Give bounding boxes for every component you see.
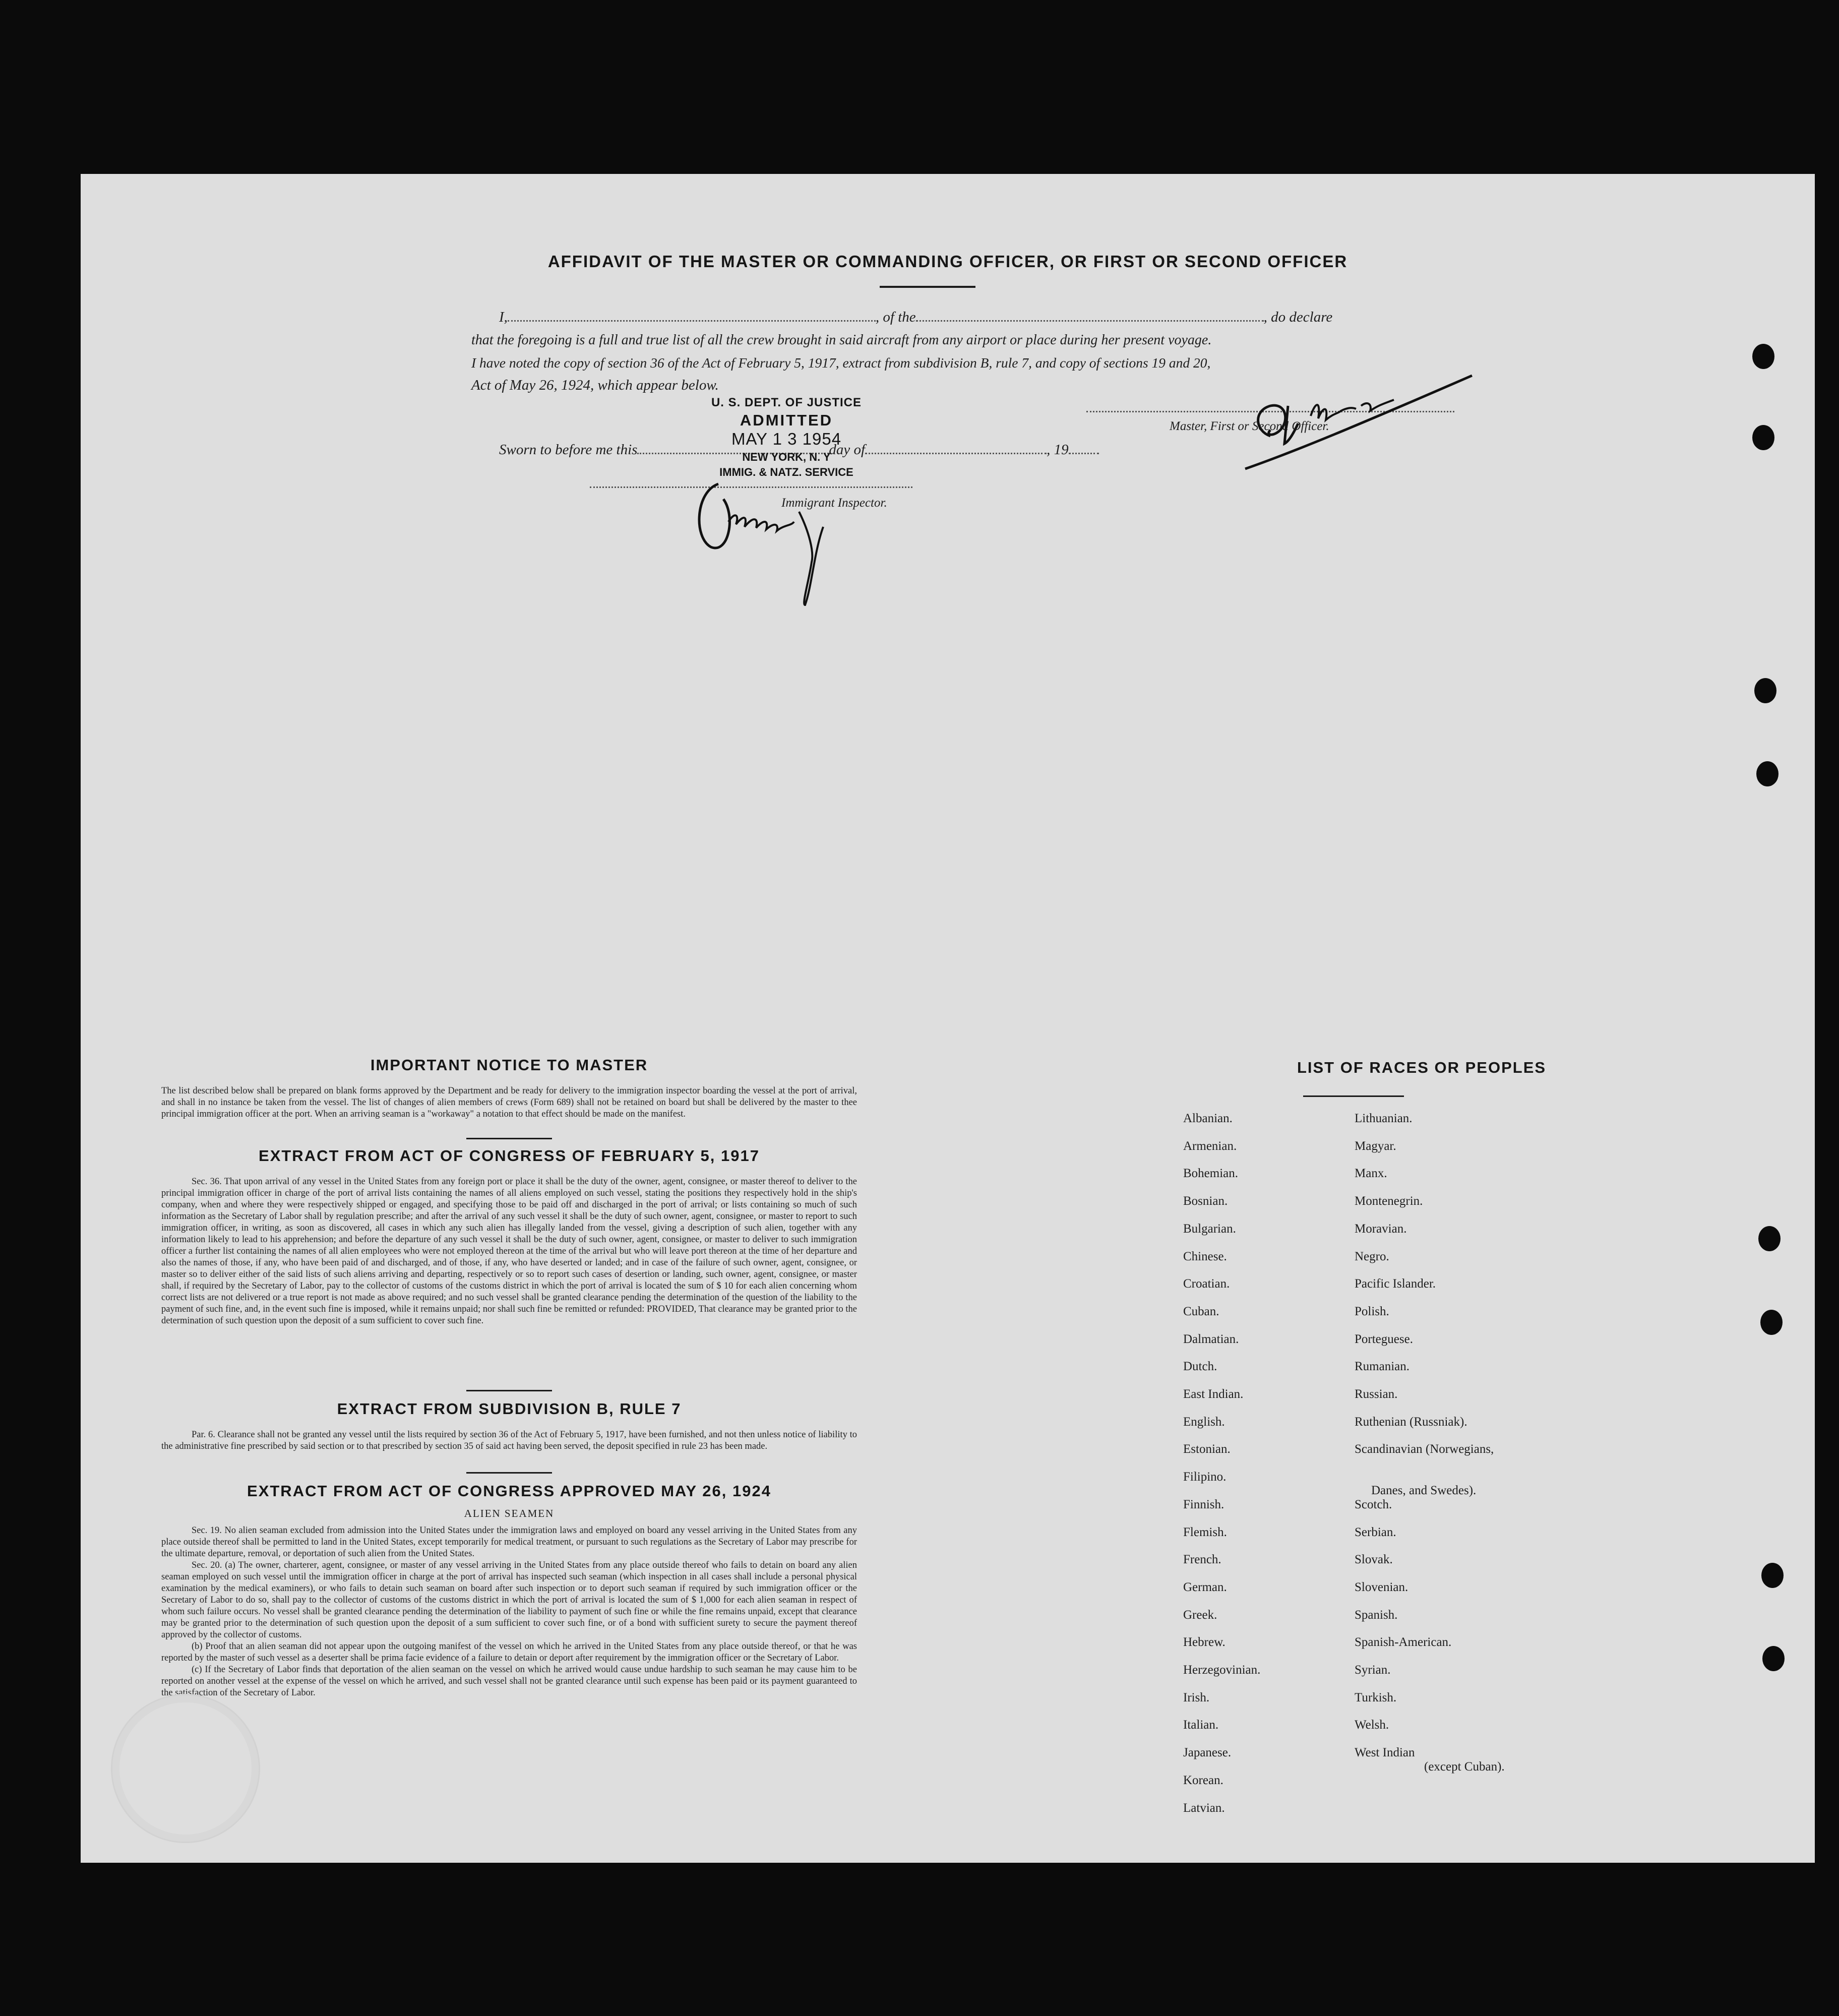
race-item: English. [1183,1415,1225,1429]
races-title-rule [1303,1095,1404,1097]
notice-title: IMPORTANT NOTICE TO MASTER [370,1056,648,1074]
race-item: Flemish. [1183,1525,1227,1539]
inspector-label: Immigrant Inspector. [781,496,887,510]
sworn-month-blank[interactable] [865,453,1047,454]
race-item: Serbian. [1355,1525,1396,1539]
race-item: Montenegrin. [1355,1194,1423,1208]
race-item: Scotch. [1355,1497,1392,1511]
race-item: Bosnian. [1183,1194,1228,1208]
year-label: , 19 [1047,442,1069,458]
binder-hole-2 [1752,425,1774,450]
sworn-line [499,439,1255,461]
race-item: Albanian. [1183,1112,1233,1125]
race-item: Italian. [1183,1718,1219,1732]
stamp-admitted: ADMITTED [740,411,833,429]
race-item: Slovenian. [1355,1580,1408,1594]
race-item: Herzegovinian. [1183,1663,1261,1677]
race-item: Croatian. [1183,1277,1230,1291]
subdivision-b-body: Par. 6. Clearance shall not be granted any vessel until the lists required by section 36 of the Act of February 5, 1917, have been furnished, and not then unless notice of liability to the administrative fine prescribed by said section or to that prescribed by section 35 of said act having been served, the deposit specified in rule 23 has been made. [161,1430,857,1451]
binder-hole-8 [1762,1646,1785,1671]
master-label: Master, First or Second Officer. [1170,419,1329,433]
race-item: Magyar. [1355,1139,1396,1153]
declare-label: , do declare [1263,309,1333,325]
subdivision-b-rule [466,1472,552,1474]
sec-20-c: (c) If the Secretary of Labor finds that deportation of the alien seaman on the vessel on which he arrived would cause undue hardship to such seaman he may cause him to be reported on another vessel at the expense of the vessel on which he arrived, and such vessel shall not be granted clearance until such expense has been paid or its payment guaranteed to the satisfaction of the Secretary of Labor. [161,1665,857,1698]
binder-hole-1 [1752,344,1774,369]
race-item: Polish. [1355,1304,1389,1318]
race-item: Japanese. [1183,1746,1232,1760]
race-item: Armenian. [1183,1139,1237,1153]
binder-hole-7 [1761,1563,1784,1588]
race-item: Finnish. [1183,1497,1224,1511]
race-item: Spanish-American. [1355,1635,1452,1650]
embossed-seal [111,1694,260,1843]
race-item: West Indian [1355,1746,1415,1760]
race-item: Filipino. [1183,1470,1227,1484]
race-item: East Indian. [1183,1387,1244,1401]
binder-hole-6 [1760,1310,1783,1335]
stamp-service: IMMIG. & NATZ. SERVICE [719,466,853,478]
race-item: Moravian. [1355,1221,1407,1236]
race-item: Dalmatian. [1183,1332,1239,1346]
races-title: LIST OF RACES OR PEOPLES [1297,1059,1547,1076]
stamp-date: MAY 1 3 1954 [731,430,842,448]
race-item: Dutch. [1183,1360,1217,1374]
race-item: Scandinavian (Norwegians, [1355,1442,1494,1456]
affidavit-line-3: I have noted the copy of section 36 of the Act of February 5, 1917, extract from subdivision B, rule 7, and copy of sections 19 and 20, [471,355,1211,371]
notice-rule [466,1138,552,1139]
race-item: Russian. [1355,1387,1398,1401]
race-item: Hebrew. [1183,1635,1225,1650]
race-item: Cuban. [1183,1304,1219,1318]
extract-1924-body [161,1525,857,1699]
race-item: Porteguese. [1355,1332,1413,1346]
sworn-year-blank[interactable] [1069,453,1099,454]
race-item: Turkish. [1355,1690,1397,1704]
race-item: Spanish. [1355,1608,1398,1622]
subdivision-b-title: EXTRACT FROM SUBDIVISION B, RULE 7 [337,1400,682,1418]
vessel-blank[interactable] [916,320,1264,322]
race-item: (except Cuban). [1424,1760,1505,1774]
document-page [81,174,1815,1863]
inspector-signature [688,471,839,607]
race-item: Latvian. [1183,1801,1225,1815]
race-item: Chinese. [1183,1249,1227,1263]
extract-1924-title: EXTRACT FROM ACT OF CONGRESS APPROVED MAY 26, 1924 [247,1482,771,1500]
race-item: Pacific Islander. [1355,1277,1436,1291]
of-the-label: , of the [875,309,916,325]
affidavit-line-4: Act of May 26, 1924, which appear below. [471,377,719,393]
race-item: French. [1183,1553,1221,1567]
affidavit-title: AFFIDAVIT OF THE MASTER OR COMMANDING OFFICER, OR FIRST OR SECOND OFFICER [547,252,1348,271]
race-item: Bohemian. [1183,1167,1239,1181]
extract-1917-title: EXTRACT FROM ACT OF CONGRESS OF FEBRUARY 5, 1917 [259,1147,760,1165]
sec-20-b: (b) Proof that an alien seaman did not appear upon the outgoing manifest of the vessel on which he arrived in the United States from any place outside thereof, or that he was reported by the master of such vessel as a deserter shall be prima facie evidence of a failure to detain or deport after requirement by the immigration officer or the Secretary of Labor. [161,1641,857,1663]
extract-1924-subtitle: ALIEN SEAMEN [464,1507,555,1519]
binder-hole-4 [1756,761,1779,786]
stamp-city: NEW YORK, N. Y [742,451,831,463]
sec-20-a: Sec. 20. (a) The owner, charterer, agent, consignee, or master of any vessel arriving in the United States from any place outside thereof who fails to detain on board any alien seaman employed on such vessel until the immigration officer in charge at the port of arrival has inspected such seaman (which inspection in all cases shall include a personal physical examination by the medical examiners), or who fails to detain such seaman on board after such inspection or to deport such seaman if required by such immigration officer or the Secretary of Labor to do so, shall pay to the collector of customs of the customs district in which the port of arrival is located the sum of $ 1,000 for each alien seaman in respect of whom such failure occurs. No vessel shall be granted clearance pending the determination of the liability to payment of such fine or while the fine remains unpaid, except that clearance may be granted prior to the determination of such question upon the deposit of a sum sufficient to cover such fine, or of a bond with sufficient surety to secure the payment thereof approved by the collector of customs. [161,1560,857,1640]
master-signature [1235,371,1497,481]
race-item: Welsh. [1355,1718,1389,1732]
race-item: Estonian. [1183,1442,1231,1456]
race-item: Lithuanian. [1355,1112,1413,1125]
binder-hole-3 [1754,678,1776,703]
race-item: Korean. [1183,1773,1223,1787]
extract-1917-body: Sec. 36. That upon arrival of any vessel in the United States from any foreign port or place it shall be the duty of the owner, agent, consignee, or master thereof to deliver to the principal immigration officer in charge of the port of arrival lists containing the names of all aliens employed on such vessel, stating the positions they respectively hold in the ship's company, when and where they were respectively shipped or engaged, and specifying those to be paid off and discharged in the port of arrival; or lists containing so much of such information as the Secretary of Labor shall by regulation prescribe; and after the arrival of any such vessel it shall be the duty of such owner, agent, consignee, or master to report to such immigration officer, in writing, as soon as discovered, all cases in which any such alien has illegally landed from the vessel, giving a description of such alien, together with any information likely to lead to his apprehension; and before the departure of any such vessel it shall be the duty of such owner, agent, consignee, or master to deliver to such immigration officer a further list containing the names of all alien employees who were not employed thereon at the time of the arrival but who will leave port thereon at the time of her departure and also the names of those, if any, who have been paid of and discharged, and of those, if any, who have deserted or landed; and in case of the failure of such owner, agent, consignee, or master so to deliver either of the said lists of such aliens arriving and departing, respectively or so to report such cases of desertion or landing, such owner, agent, consignee, or master shall, if required by the Secretary of Labor, pay to the collector of customs of the customs district in which the port of arrival is located the sum of $ 10 for each alien concerning whom correct lists are not delivered or a true report is not made as above required; and no such vessel shall be granted clearance pending the determination of the question of the liability to the payment of such fine, and, in the event such fine is imposed, while it remains unpaid; nor shall such fine be remitted or refunded: PROVIDED, That clearance may be granted prior to the determination of such question upon the deposit of a sum sufficient to cover such fine. [161,1177,857,1326]
race-item: Manx. [1355,1167,1387,1181]
sec-19: Sec. 19. No alien seaman excluded from admission into the United States under the immigration laws and employed on board any vessel arriving in the United States from any place outside thereof shall be permitted to land in the United States, except temporarily for medical treatment, or pursuant to such regulations as the Secretary of Labor may prescribe for the ultimate departure, removal, or deportation of such alien from the United States. [161,1525,857,1559]
race-item: Negro. [1355,1249,1389,1263]
stamp-department: U. S. DEPT. OF JUSTICE [711,396,862,409]
extract-1917-rule [466,1390,552,1391]
race-item: German. [1183,1580,1227,1594]
affidavit-line-1 [499,306,1472,329]
affidavit-i-label: I, [499,309,508,325]
binder-hole-5 [1758,1226,1781,1251]
name-blank[interactable] [508,320,876,322]
race-item: Ruthenian (Russniak). [1355,1415,1467,1429]
sworn-label: Sworn to before me this [499,442,638,458]
admitted-stamp [701,396,872,479]
race-item: Greek. [1183,1608,1217,1622]
affidavit-line-2: that the foregoing is a full and true list of all the crew brought in said aircraft from any airport or place during her present voyage. [471,332,1212,348]
race-item: Danes, and Swedes). [1371,1484,1477,1498]
race-item: Irish. [1183,1690,1210,1704]
race-item: Rumanian. [1355,1360,1410,1374]
race-item: Slovak. [1355,1553,1393,1567]
notice-body: The list described below shall be prepared on blank forms approved by the Department and be ready for delivery to the immigration inspector boarding the vessel at the port of arrival, and shall in no instance be taken from the vessel. The list of changes of alien members of crews (Form 689) shall not be retained on board but shall be delivered by the master to thee principal immigration officer at the port. When an arriving seaman is a "workaway" a notation to that effect should be made on the manifest. [161,1086,857,1119]
race-item: Bulgarian. [1183,1221,1236,1236]
affidavit-title-rule [880,286,975,288]
race-item: Syrian. [1355,1663,1391,1677]
day-of-label: day of [829,442,866,458]
